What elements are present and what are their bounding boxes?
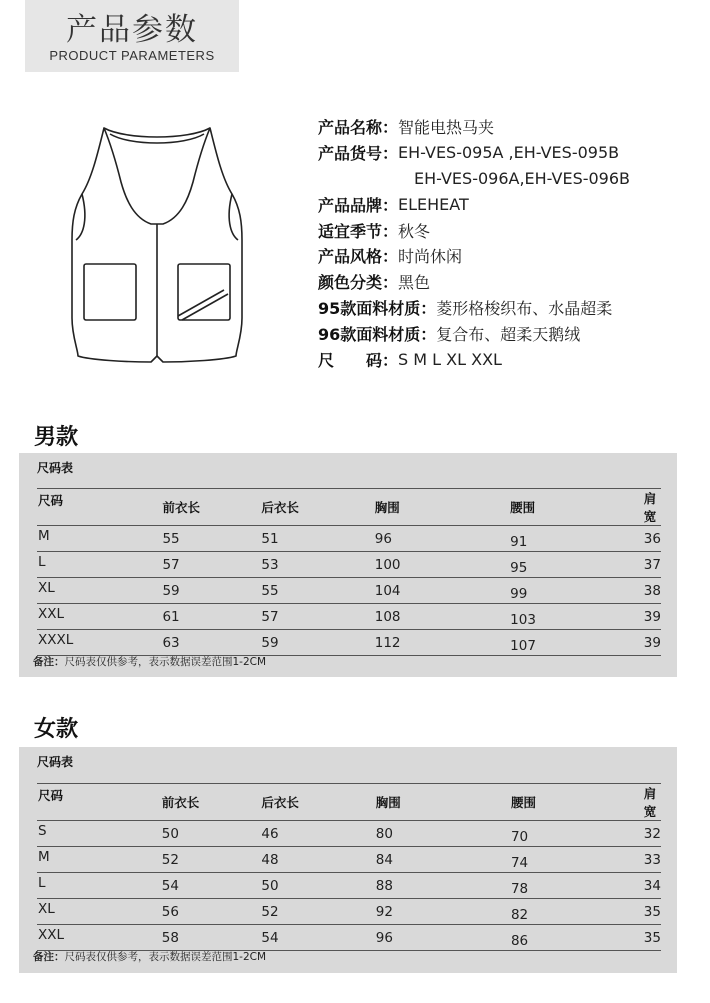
param-brand	[318, 191, 698, 217]
table-header-row	[37, 489, 661, 526]
param-value: S M L XL XXL	[398, 349, 502, 369]
cell-value: 34	[643, 877, 661, 894]
cell-value: 54	[261, 929, 279, 946]
param-value: EH-VES-095A ,EH-VES-095B	[398, 143, 620, 163]
table-row	[37, 604, 661, 630]
table-row	[37, 873, 661, 899]
param-model-continued	[318, 166, 698, 192]
product-parameters	[318, 114, 698, 372]
cell-value: 96	[374, 530, 392, 547]
cell-value: 99	[510, 585, 528, 602]
cell-value: 70	[510, 828, 529, 845]
cell-size: XXL	[38, 927, 65, 943]
note-text: 尺码表仅供参考，表示数据误差范围1-2CM	[64, 656, 267, 668]
cell-value: 53	[261, 556, 279, 573]
param-value: EH-VES-096A,EH-VES-096B	[414, 168, 631, 188]
cell-value: 36	[643, 530, 661, 547]
cell-value: 46	[261, 825, 279, 842]
women-size-note	[33, 949, 266, 964]
cell-value: 86	[510, 932, 529, 949]
param-label: 产品名称：	[318, 118, 399, 138]
cell-value: 48	[261, 851, 279, 868]
cell-value: 35	[643, 929, 661, 946]
header-subtitle: PRODUCT PARAMETERS	[49, 48, 215, 63]
cell-value: 54	[161, 877, 179, 894]
col-waist: 腰围	[510, 795, 536, 810]
cell-size: XL	[38, 580, 55, 596]
cell-value: 57	[261, 608, 279, 625]
women-size-panel	[19, 747, 677, 973]
col-front-length: 前衣长	[162, 500, 200, 515]
cell-value: 74	[510, 854, 529, 871]
table-row	[37, 578, 661, 604]
cell-value: 108	[374, 608, 401, 625]
header-banner	[25, 0, 239, 72]
col-back-length: 后衣长	[261, 500, 299, 515]
men-size-caption: 尺码表	[37, 461, 74, 475]
cell-size: M	[38, 528, 50, 544]
cell-value: 59	[162, 582, 180, 599]
women-size-table	[37, 783, 661, 951]
col-size: 尺码	[38, 788, 64, 803]
param-label: 颜色分类：	[318, 273, 399, 293]
cell-value: 63	[162, 634, 180, 651]
param-style	[318, 243, 698, 269]
param-label: 产品风格：	[318, 247, 399, 267]
cell-value: 57	[162, 556, 180, 573]
table-row	[37, 630, 661, 656]
param-value: 智能电热马夹	[398, 118, 495, 138]
cell-value: 103	[510, 611, 536, 628]
women-size-caption: 尺码表	[37, 755, 74, 769]
cell-value: 100	[374, 556, 401, 573]
param-value: 黑色	[398, 273, 431, 293]
vest-illustration	[64, 122, 250, 370]
col-size: 尺码	[38, 493, 64, 508]
param-label: 产品货号：	[318, 144, 399, 164]
param-model	[318, 140, 698, 166]
cell-value: 59	[261, 634, 279, 651]
table-row	[37, 552, 661, 578]
param-label: 96款面料材质：	[318, 324, 437, 344]
cell-value: 39	[643, 608, 661, 625]
cell-size: XXXL	[38, 632, 74, 648]
param-size	[318, 346, 698, 372]
col-shoulder: 肩宽	[643, 786, 657, 819]
cell-value: 52	[161, 851, 179, 868]
cell-value: 92	[375, 903, 393, 920]
col-chest: 胸围	[375, 795, 401, 810]
cell-value: 55	[162, 530, 180, 547]
param-season	[318, 217, 698, 243]
cell-value: 61	[162, 608, 180, 625]
cell-size: XL	[38, 901, 55, 917]
cell-value: 32	[643, 825, 661, 842]
cell-size: L	[38, 554, 46, 570]
col-waist: 腰围	[510, 500, 536, 515]
table-row	[37, 526, 661, 552]
param-label: 95款面料材质：	[318, 298, 437, 318]
param-name	[318, 114, 698, 140]
cell-value: 39	[643, 634, 661, 651]
cell-size: L	[38, 875, 46, 891]
header-title: 产品参数	[66, 12, 198, 48]
cell-value: 95	[510, 559, 528, 576]
women-section-title: 女款	[34, 717, 79, 742]
men-size-note	[33, 654, 266, 669]
param-value: 菱形格梭织布、水晶超柔	[436, 298, 613, 318]
cell-value: 50	[261, 877, 279, 894]
param-value: 秋冬	[398, 221, 431, 241]
cell-size: S	[38, 823, 47, 839]
cell-value: 37	[643, 556, 661, 573]
cell-value: 52	[261, 903, 279, 920]
cell-value: 112	[374, 634, 401, 651]
cell-value: 107	[510, 637, 536, 654]
cell-value: 96	[375, 929, 393, 946]
cell-value: 38	[643, 582, 661, 599]
cell-value: 58	[161, 929, 179, 946]
men-size-panel	[19, 453, 677, 677]
table-row	[37, 821, 661, 847]
table-row	[37, 925, 661, 951]
cell-value: 33	[643, 851, 661, 868]
param-label: 适宜季节：	[318, 221, 399, 241]
cell-value: 104	[374, 582, 401, 599]
cell-value: 88	[375, 877, 393, 894]
men-section-title: 男款	[34, 425, 79, 450]
param-label: 尺 码：	[318, 350, 399, 370]
table-row	[37, 847, 661, 873]
param-value: 复合布、超柔天鹅绒	[436, 324, 581, 344]
note-text: 尺码表仅供参考，表示数据误差范围1-2CM	[64, 951, 267, 963]
col-front-length: 前衣长	[161, 795, 200, 810]
cell-value: 50	[161, 825, 179, 842]
param-color	[318, 269, 698, 295]
cell-size: M	[38, 849, 50, 865]
cell-value: 78	[510, 880, 529, 897]
param-label: 产品品牌：	[318, 195, 399, 215]
col-chest: 胸围	[374, 500, 400, 515]
param-value: ELEHEAT	[398, 194, 469, 214]
cell-value: 84	[375, 851, 393, 868]
note-label: 备注：	[33, 951, 65, 963]
col-back-length: 后衣长	[261, 795, 299, 810]
param-material-96	[318, 320, 698, 346]
men-size-table	[37, 488, 661, 656]
col-shoulder: 肩宽	[643, 491, 657, 524]
param-material-95	[318, 295, 698, 321]
cell-value: 35	[643, 903, 661, 920]
cell-value: 51	[261, 530, 279, 547]
table-header-row	[37, 784, 661, 821]
param-value: 时尚休闲	[398, 247, 463, 267]
cell-size: XXL	[38, 606, 65, 622]
cell-value: 82	[510, 906, 529, 923]
note-label: 备注：	[33, 656, 65, 668]
table-row	[37, 899, 661, 925]
cell-value: 91	[510, 533, 528, 550]
cell-value: 55	[261, 582, 279, 599]
cell-value: 80	[375, 825, 393, 842]
cell-value: 56	[161, 903, 179, 920]
